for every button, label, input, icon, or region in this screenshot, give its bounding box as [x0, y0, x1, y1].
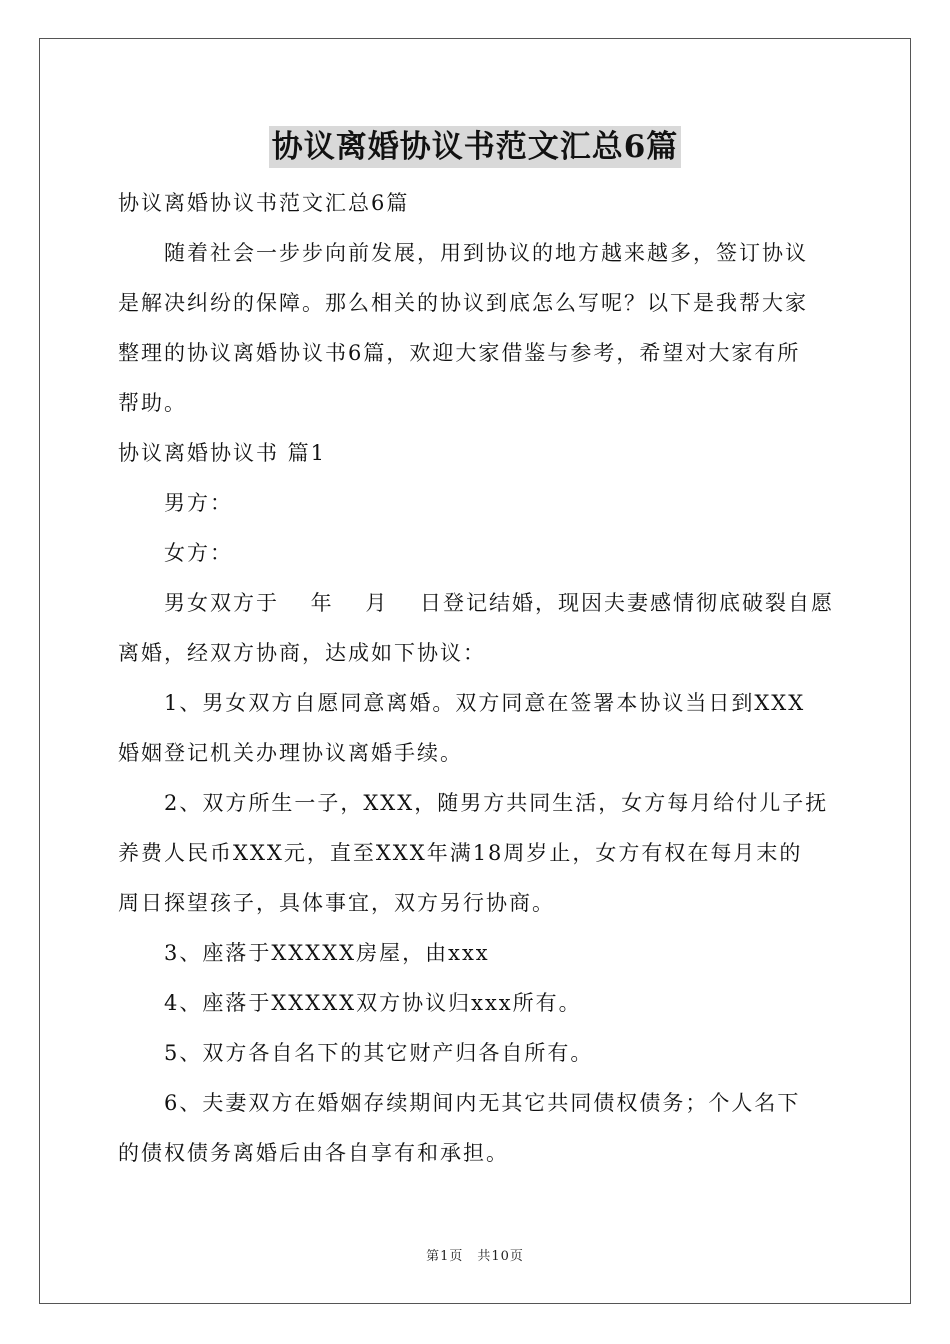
document-title: 协议离婚协议书范文汇总6篇 [269, 126, 682, 168]
text-line: 帮助。 [118, 391, 187, 415]
text-line: 2、双方所生一子，XXX，随男方共同生活，女方每月给付儿子抚 [164, 791, 829, 815]
text-line: 的债权债务离婚后由各自享有和承担。 [118, 1141, 509, 1165]
text-line: 离婚，经双方协商，达成如下协议： [118, 641, 486, 665]
text-line: 协议离婚协议书范文汇总6篇 [118, 191, 410, 215]
text-line: 协议离婚协议书 篇1 [118, 441, 327, 465]
text-line: 4、座落于XXXXX双方协议归xxx所有。 [164, 991, 582, 1015]
text-line: 养费人民币XXX元，直至XXX年满18周岁止，女方有权在每月末的 [118, 841, 803, 865]
text-line: 3、座落于XXXXX房屋，由xxx [164, 941, 490, 965]
text-line: 女方： [164, 541, 233, 565]
text-line: 婚姻登记机关办理协议离婚手续。 [118, 741, 463, 765]
text-line: 整理的协议离婚协议书6篇，欢迎大家借鉴与参考，希望对大家有所 [118, 341, 801, 365]
text-line: 5、双方各自名下的其它财产归各自所有。 [164, 1041, 594, 1065]
text-line: 随着社会一步步向前发展，用到协议的地方越来越多，签订协议 [164, 241, 808, 265]
text-line: 男女双方于 年 月 日登记结婚，现因夫妻感情彻底破裂自愿 [164, 591, 835, 615]
text-line: 周日探望孩子，具体事宜，双方另行协商。 [118, 891, 555, 915]
text-line: 男方： [164, 491, 233, 515]
text-line: 6、夫妻双方在婚姻存续期间内无其它共同债权债务；个人名下 [164, 1091, 801, 1115]
document-body [118, 178, 836, 1178]
page-footer: 第1页 共10页 [426, 1249, 524, 1264]
title-container [0, 126, 950, 168]
text-line: 是解决纠纷的保障。那么相关的协议到底怎么写呢？以下是我帮大家 [118, 291, 808, 315]
text-line: 1、男女双方自愿同意离婚。双方同意在签署本协议当日到XXX [164, 691, 806, 715]
